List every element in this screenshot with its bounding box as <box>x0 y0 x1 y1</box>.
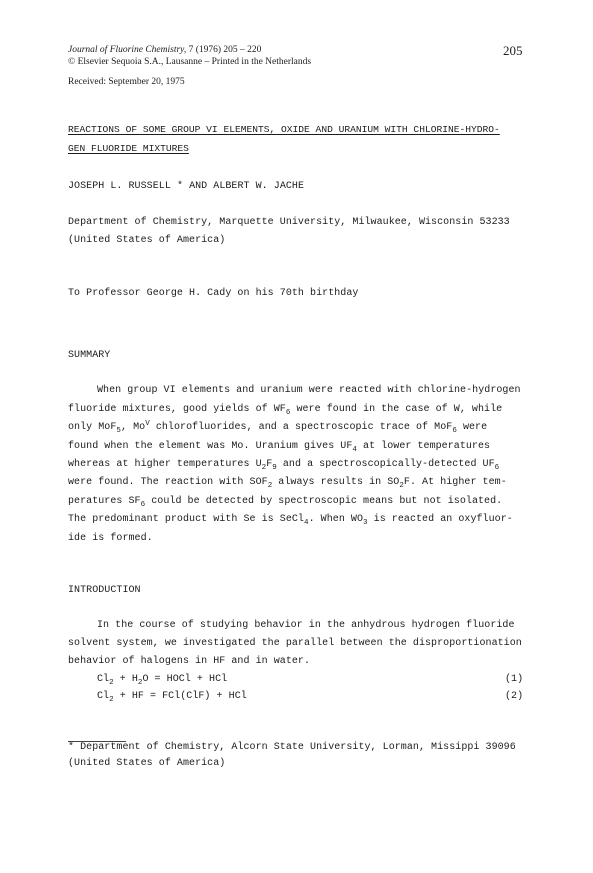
introduction-line-3: behavior of halogens in HF and in water. <box>68 656 311 667</box>
introduction-line-1: In the course of studying behavior in the anhydrous hydrogen fluoride <box>97 620 515 631</box>
equation-2: $Cl_2$ + HF = FCl(ClF) + HCl <box>97 691 247 704</box>
summary-line-6: were found. The reaction with $SOF_2$ always results in $SO_2F$. At higher tem- <box>68 477 507 490</box>
journal-name: Journal of Fluorine Chemistry, <box>68 45 187 55</box>
summary-line-3: only MoF$_5$, $Mo^V$ chlorofluorides, and a spectroscopic trace of MoF$_6$ were <box>68 420 488 435</box>
journal-citation <box>68 44 261 56</box>
footnote-line-2: (United States of America) <box>68 758 226 769</box>
received-date: Received: September 20, 1975 <box>68 77 185 87</box>
author-footnote-mark: * <box>176 181 183 192</box>
introduction-line-2: solvent system, we investigated the parallel between the disproportionation <box>68 638 522 649</box>
summary-line-4: found when the element was Mo. Uranium gives $UF_4$ at lower temperatures <box>68 441 491 454</box>
dedication: To Professor George H. Cady on his 70th birthday <box>68 288 359 299</box>
author-jache: AND ALBERT W. JACHE <box>189 181 305 192</box>
summary-line-2: fluoride mixtures, good yields of $WF_6$ were found in the case of W, while <box>68 404 503 417</box>
introduction-heading: INTRODUCTION <box>68 585 141 596</box>
affiliation-line2: (United States of America) <box>68 235 226 246</box>
equation-1-number: (1) <box>505 674 524 685</box>
footnote-line-1: * Department of Chemistry, Alcorn State University, Lorman, Missippi 39096 <box>68 742 516 753</box>
publisher-line: © Elsevier Sequoia S.A., Lausanne – Printed in the Netherlands <box>68 57 312 67</box>
summary-line-9: ide is formed. <box>68 533 153 544</box>
author-russell: JOSEPH L. RUSSELL <box>68 181 171 192</box>
summary-line-1: When group VI elements and uranium were reacted with chlorine-hydrogen <box>97 385 521 396</box>
summary-line-5: whereas at higher temperatures $U_2F_9$ and a spectroscopically-detected $UF_6$ <box>68 459 500 472</box>
equation-1: $Cl_2 + H_2O$ = HOCl + HCl <box>97 674 228 687</box>
authors <box>68 181 304 193</box>
page-number: 205 <box>503 43 523 58</box>
summary-line-7: peratures $SF_6$ could be detected by spectroscopic means but not isolated. <box>68 496 503 509</box>
article-title-line2: GEN FLUORIDE MIXTURES <box>68 143 189 154</box>
summary-line-8: The predominant product with Se is SeCl$_4$. When $WO_3$ is reacted an oxyfluor- <box>68 514 513 527</box>
volume-pages: 7 (1976) 205 – 220 <box>188 45 262 55</box>
affiliation-line1: Department of Chemistry, Marquette University, Milwaukee, Wisconsin 53233 <box>68 217 510 228</box>
summary-heading: SUMMARY <box>68 350 111 361</box>
article-title-line1: REACTIONS OF SOME GROUP VI ELEMENTS, OXIDE AND URANIUM WITH CHLORINE-HYDRO- <box>68 124 500 135</box>
equation-2-number: (2) <box>505 691 524 702</box>
